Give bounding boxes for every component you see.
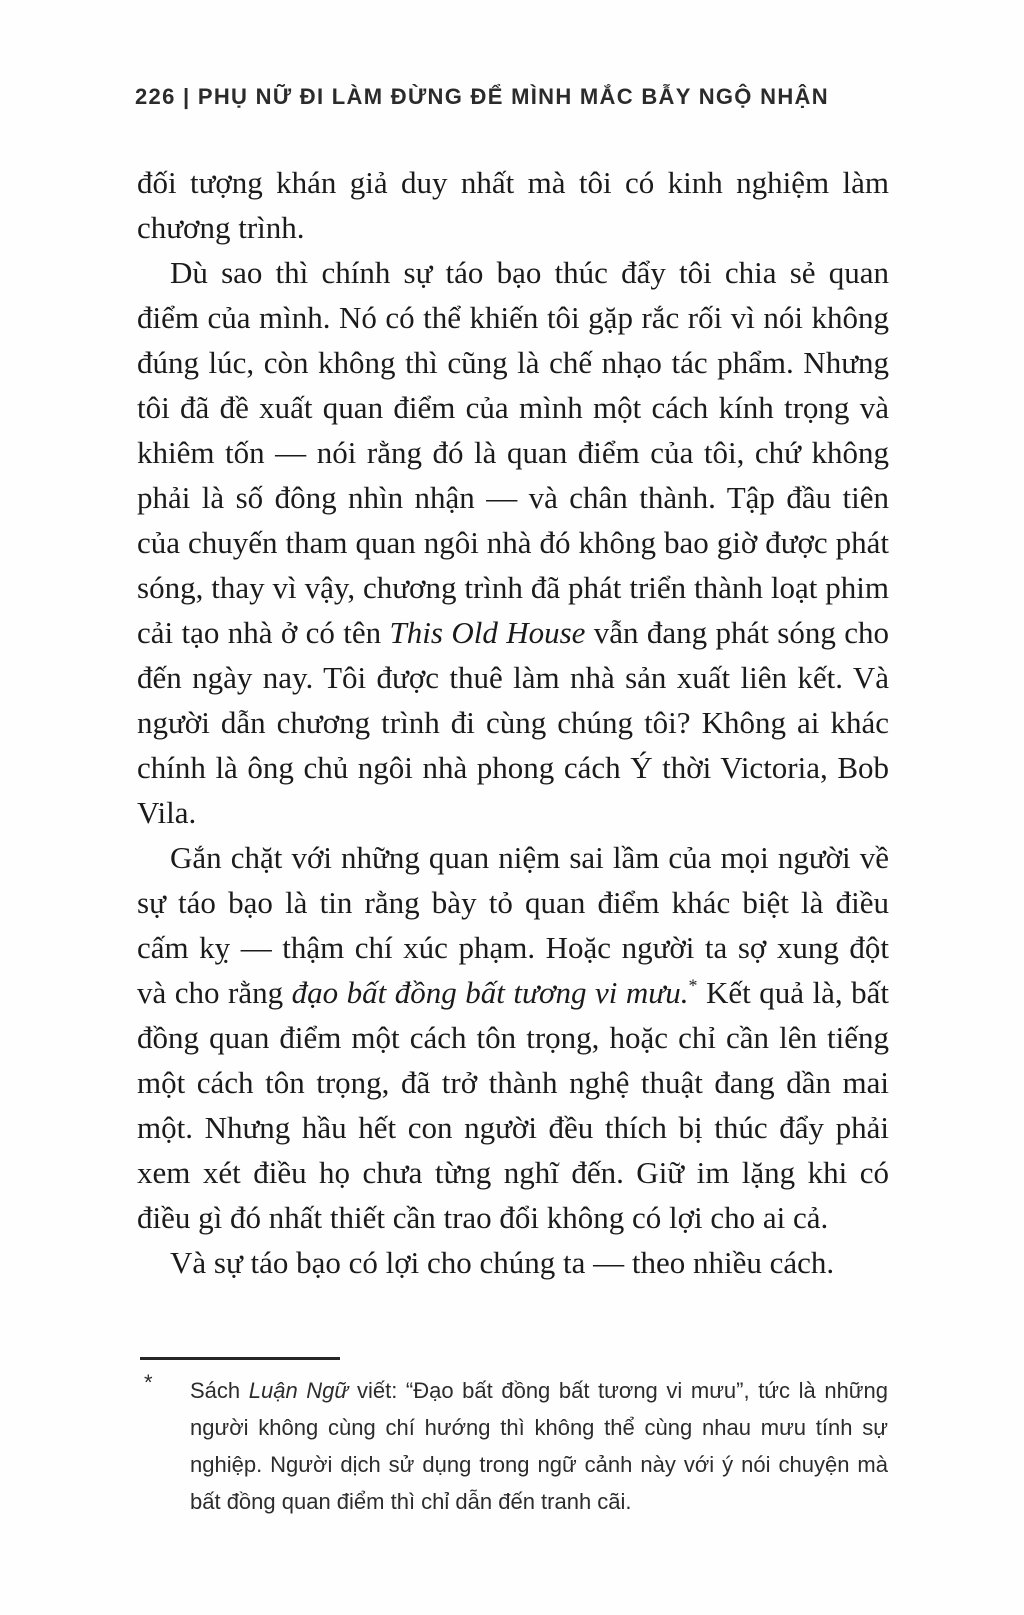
italic-text: đạo bất đồng bất tương vi mưu.: [291, 975, 689, 1010]
text-run: Sách: [190, 1378, 249, 1403]
italic-text: Luận Ngữ: [248, 1378, 349, 1403]
text-run: đối tượng khán giả duy nhất mà tôi có kinh nghiệm làm chương trình.: [137, 165, 889, 245]
text-run: Gắn chặt với những quan niệm sai lầm của mọi người về sự táo bạo là tin rằng bày tỏ quan điểm khác biệt là điều cấm kỵ — thậm chí xúc phạm. Hoặc người ta sợ xung đột và cho rằng: [137, 840, 889, 1010]
running-header: [135, 84, 895, 110]
footnote-reference-asterisk: *: [688, 975, 698, 996]
text-run: Dù sao thì chính sự táo bạo thúc đẩy tôi chia sẻ quan điểm của mình. Nó có thể khiến tôi gặp rắc rối vì nói không đúng lúc, còn không thì cũng là chế nhạo tác phẩm. Nhưng tôi đã đề xuất quan điểm của mình một cách kính trọng và khiêm tốn — nói rằng đó là quan điểm của tôi, chứ không phải là số đông nhìn nhận — và chân thành. Tập đầu tiên của chuyến tham quan ngôi nhà đó không bao giờ được phát sóng, thay vì vậy, chương trình đã phát triển thành loạt phim cải tạo nhà ở có tên: [137, 255, 889, 650]
footnote-marker: *: [144, 1370, 153, 1395]
footnote-text: [190, 1372, 888, 1520]
paragraph: [137, 250, 889, 835]
body-text: [137, 160, 889, 1285]
paragraph: [137, 1240, 889, 1285]
italic-text: This Old House: [389, 615, 586, 650]
paragraph: [137, 160, 889, 250]
text-run: vẫn đang phát sóng cho đến ngày nay. Tôi được thuê làm nhà sản xuất liên kết. Và người dẫn chương trình đi cùng chúng tôi? Không ai khác chính là ông chủ ngôi nhà phong cách Ý thời Victoria, Bob Vila.: [137, 615, 889, 830]
footnote: [137, 1372, 889, 1520]
text-run: Kết quả là, bất đồng quan điểm một cách tôn trọng, hoặc chỉ cần lên tiếng một cách tôn trọng, đã trở thành nghệ thuật đang dần mai một. Nhưng hầu hết con người đều thích bị thúc đẩy phải xem xét điều họ chưa từng nghĩ đến. Giữ im lặng khi có điều gì đó nhất thiết cần trao đổi không có lợi cho ai cả.: [137, 975, 890, 1235]
page-number-and-book-title: 226 | PHỤ NỮ ĐI LÀM ĐỪNG ĐỂ MÌNH MẮC BẪY NGỘ NHẬN: [135, 84, 829, 109]
text-run: viết: “Đạo bất đồng bất tương vi mưu”, tức là những người không cùng chí hướng thì không thể cùng nhau mưu tính sự nghiệp. Người dịch sử dụng trong ngữ cảnh này với ý nói chuyện mà bất đồng quan điểm thì chỉ dẫn đến tranh cãi.: [190, 1378, 889, 1514]
footnote-divider: [140, 1357, 340, 1360]
paragraph: [137, 835, 889, 1240]
text-run: Và sự táo bạo có lợi cho chúng ta — theo nhiều cách.: [170, 1245, 835, 1280]
